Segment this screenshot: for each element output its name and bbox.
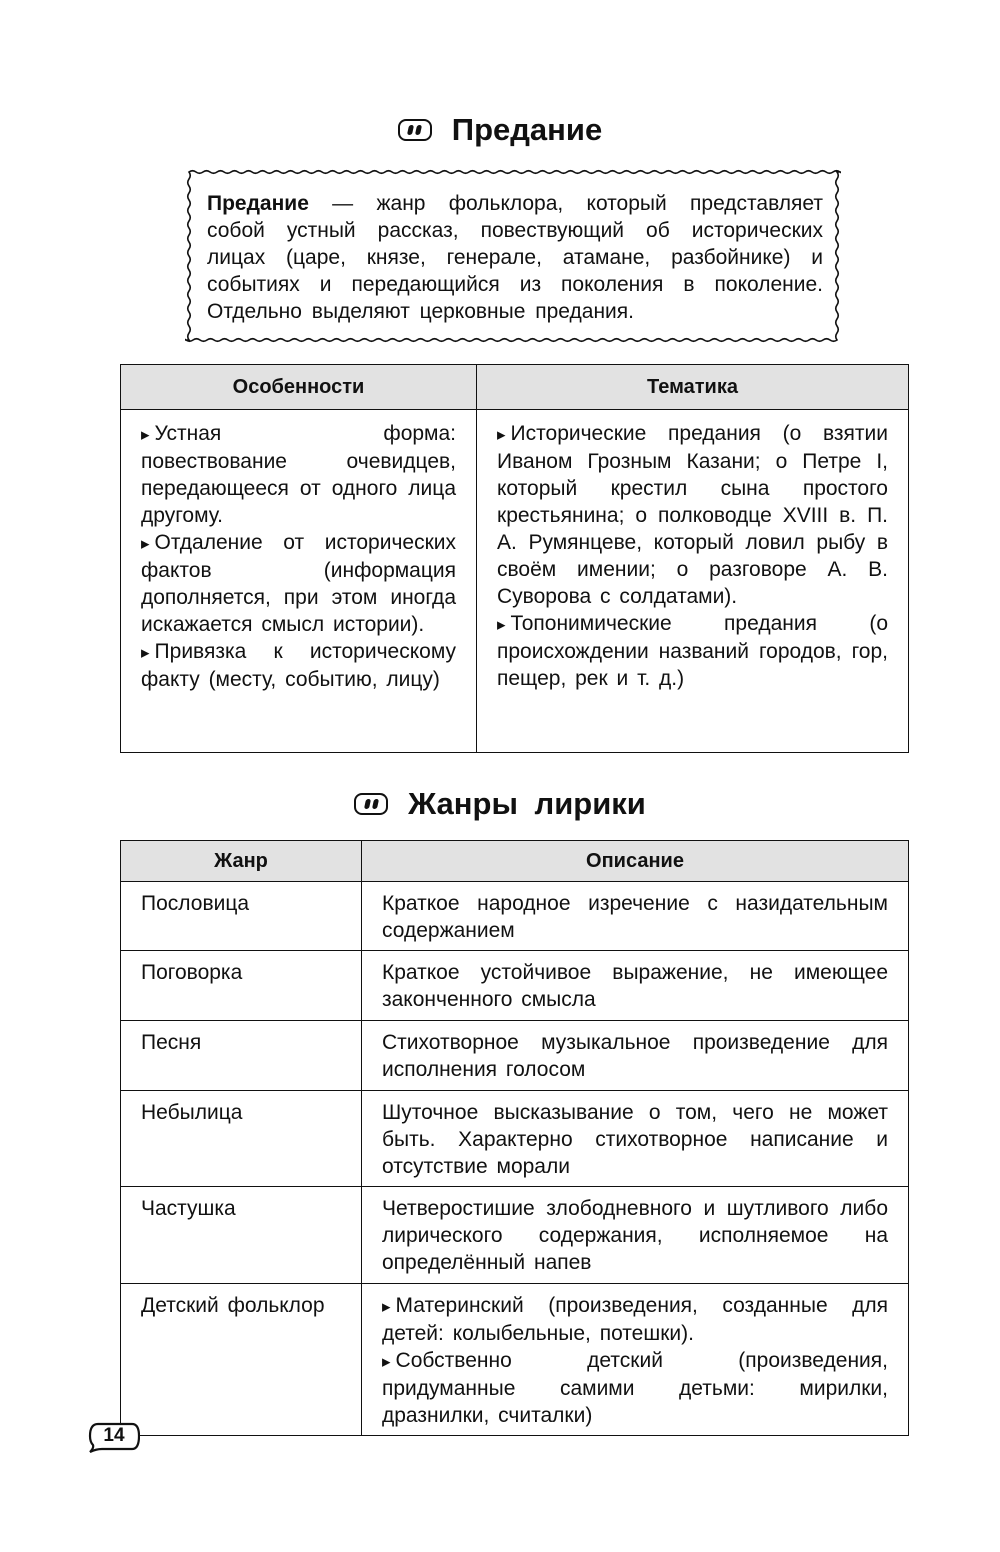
description-text: Стихотворное музыкальное произведение для исполнения голосом: [382, 1031, 888, 1081]
table-row: [121, 951, 909, 1021]
lyric-genres-table: [120, 840, 909, 1436]
table-row: [121, 1021, 909, 1091]
table-row: [121, 1187, 909, 1284]
table-row: [121, 1284, 909, 1436]
description-text: Краткое устойчивое выражение, не имеющее законченного смысла: [382, 961, 888, 1011]
description-cell: [362, 1091, 909, 1187]
definition-box: [185, 168, 841, 344]
header-themes: Тематика: [477, 365, 909, 410]
description-text: Шуточное высказывание о том, чего не может быть. Характерно стихотворное написание и отсутствие морали: [382, 1101, 888, 1178]
genre-cell: Песня: [121, 1021, 362, 1091]
header-description: Описание: [362, 841, 909, 882]
description-text: Краткое народное изречение с назидательным содержанием: [382, 892, 888, 942]
table-row: [121, 1091, 909, 1187]
themes-cell: ▸ Исторические предания (о взятии Иваном Грозным Казани; о Петре I, который крестил сына простого крестьянина; о полководце XVIII в. П. А. Румянцеве, который ловил рыбу в своём имении; о разговоре А. В. Суворова с солдатами). ▸ Топонимические предания (о происхождении названий городов, гор, пещер, рек и т. д.): [477, 410, 909, 753]
genre-cell: Поговорка: [121, 951, 362, 1021]
description-cell: [362, 1284, 909, 1436]
speech-marks-icon: [354, 793, 388, 815]
definition-term: Предание: [207, 192, 309, 215]
page-number: 14: [88, 1421, 140, 1453]
header-features: Особенности: [121, 365, 477, 410]
speech-marks-icon: [398, 119, 432, 141]
description-text: ▸ Материнский (произведения, созданные для детей: колыбельные, потешки).: [382, 1292, 888, 1347]
genre-cell: Частушка: [121, 1187, 362, 1284]
genre-cell: Небылица: [121, 1091, 362, 1187]
predanie-table: [120, 364, 909, 753]
description-cell: [362, 951, 909, 1021]
features-cell: ▸ Устная форма: повествование очевидцев, передающееся от одного лица другому. ▸ Отдаление от исторических фактов (информация дополняется, при этом иногда искажается смысл истории). ▸ Привязка к историческому факту (месту, событию, лицу): [121, 410, 477, 753]
definition-text: Предание — жанр фольклора, который представляет собой устный рассказ, повествующий об исторических лицах (царе, князе, генерале, атамане, разбойнике) и событиях и передающийся из поколения в поколение. Отдельно выделяют церковные предания.: [207, 192, 823, 323]
description-text: ▸ Собственно детский (произведения, придуманные самими детьми: мирилки, дразнилки, считалки): [382, 1347, 888, 1429]
section-title-predanie: Предание: [0, 112, 1000, 148]
table-row: [121, 882, 909, 951]
section-title-lyric-genres: Жанры лирики: [0, 786, 1000, 822]
description-cell: [362, 1187, 909, 1284]
header-genre: Жанр: [121, 841, 362, 882]
description-text: Четверостишие злободневного и шутливого либо лирического содержания, исполняемое на определённый напев: [382, 1197, 888, 1274]
description-cell: [362, 882, 909, 951]
genre-cell: Детский фольклор: [121, 1284, 362, 1436]
description-cell: [362, 1021, 909, 1091]
genre-cell: Пословица: [121, 882, 362, 951]
